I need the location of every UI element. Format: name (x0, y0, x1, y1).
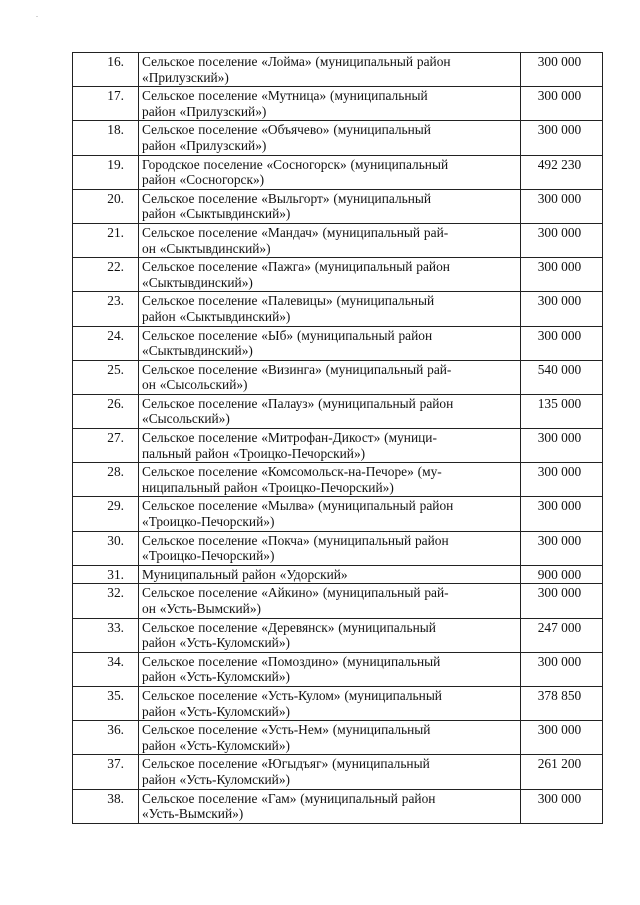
table-row (73, 87, 603, 121)
table-row (73, 686, 603, 720)
settlement-name-line-2: ниципальный район «Троицко-Печорский») (142, 479, 394, 495)
settlement-name (139, 87, 521, 121)
amount: 247 000 (521, 618, 603, 652)
amount: 300 000 (521, 223, 603, 257)
settlement-name-line-2: он «Сыктывдинский») (142, 240, 271, 256)
table-row (73, 497, 603, 531)
settlement-name-line-1: Сельское поселение «Айкино» (муниципальный рай- (142, 585, 449, 601)
settlement-name-line-1: Сельское поселение «Визинга» (муниципальный рай- (142, 361, 452, 377)
settlement-name-line-1: Городское поселение «Сосногорск» (муниципальный (142, 156, 449, 172)
settlement-name (139, 292, 521, 326)
settlement-name-line-2: «Троицко-Печорский») (142, 514, 275, 530)
row-number: 38. (73, 789, 139, 823)
row-number: 17. (73, 87, 139, 121)
row-number: 30. (73, 531, 139, 565)
row-number: 27. (73, 429, 139, 463)
table-row (73, 292, 603, 326)
row-number: 34. (73, 652, 139, 686)
settlement-name-line-2: пальный район «Троицко-Печорский») (142, 445, 366, 461)
row-number: 37. (73, 755, 139, 789)
settlement-name (139, 53, 521, 87)
settlement-name (139, 189, 521, 223)
settlement-name (139, 789, 521, 823)
settlement-name-line-2: «Сыктывдинский») (142, 343, 253, 359)
table-row (73, 189, 603, 223)
table-row (73, 755, 603, 789)
settlement-name-line-1: Сельское поселение «Гам» (муниципальный район (142, 790, 436, 806)
table-row (73, 121, 603, 155)
table-row (73, 565, 603, 584)
table-body (73, 53, 603, 824)
amount: 300 000 (521, 463, 603, 497)
settlement-name (139, 584, 521, 618)
amount: 300 000 (521, 87, 603, 121)
row-number: 24. (73, 326, 139, 360)
amount: 300 000 (521, 189, 603, 223)
table-row (73, 53, 603, 87)
amount: 300 000 (521, 789, 603, 823)
settlement-name-line-2: район «Усть-Куломский») (142, 669, 291, 685)
amount: 300 000 (521, 497, 603, 531)
settlement-name-line-1: Сельское поселение «Деревянск» (муниципальный (142, 619, 436, 635)
amount: 492 230 (521, 155, 603, 189)
row-number: 20. (73, 189, 139, 223)
table-row (73, 223, 603, 257)
table-row (73, 360, 603, 394)
amount: 378 850 (521, 686, 603, 720)
settlement-name-line-1: Сельское поселение «Усть-Нем» (муниципальный (142, 722, 431, 738)
row-number: 33. (73, 618, 139, 652)
table-row (73, 429, 603, 463)
table-row (73, 326, 603, 360)
table-row (73, 531, 603, 565)
settlement-name (139, 258, 521, 292)
settlement-name (139, 326, 521, 360)
table-row (73, 652, 603, 686)
amount: 300 000 (521, 652, 603, 686)
settlement-name-line-2: район «Усть-Куломский») (142, 737, 291, 753)
settlement-name-line-1: Сельское поселение «Комсомольск-на-Печоре» (му- (142, 464, 442, 480)
funding-table (72, 52, 603, 824)
row-number: 28. (73, 463, 139, 497)
table-row (73, 463, 603, 497)
settlement-name-line-2: «Сысольский») (142, 411, 230, 427)
settlement-name-line-2: район «Сосногорск») (142, 172, 265, 188)
settlement-name (139, 360, 521, 394)
settlement-name-line-2: район «Усть-Куломский») (142, 635, 291, 651)
row-number: 31. (73, 565, 139, 584)
amount: 135 000 (521, 394, 603, 428)
settlement-name (139, 429, 521, 463)
settlement-name (139, 531, 521, 565)
settlement-name-line-1: Муниципальный район «Удорский» (142, 566, 348, 582)
row-number: 36. (73, 721, 139, 755)
amount: 300 000 (521, 258, 603, 292)
amount: 261 200 (521, 755, 603, 789)
settlement-name (139, 497, 521, 531)
settlement-name-line-2: район «Прилузский») (142, 137, 267, 153)
row-number: 22. (73, 258, 139, 292)
settlement-name (139, 121, 521, 155)
settlement-name-line-2: «Сыктывдинский») (142, 274, 253, 290)
settlement-name-line-1: Сельское поселение «Покча» (муниципальный район (142, 532, 449, 548)
settlement-name-line-1: Сельское поселение «Выльгорт» (муниципальный (142, 190, 432, 206)
settlement-name (139, 565, 521, 584)
settlement-name-line-2: он «Сысольский») (142, 377, 248, 393)
settlement-name (139, 755, 521, 789)
settlement-name-line-1: Сельское поселение «Митрофан-Дикост» (муници- (142, 430, 437, 446)
settlement-name-line-1: Сельское поселение «Усть-Кулом» (муниципальный (142, 687, 442, 703)
amount: 300 000 (521, 721, 603, 755)
amount: 300 000 (521, 53, 603, 87)
settlement-name-line-1: Сельское поселение «Мандач» (муниципальный рай- (142, 224, 449, 240)
settlement-name-line-1: Сельское поселение «Помоздино» (муниципальный (142, 653, 441, 669)
amount: 300 000 (521, 121, 603, 155)
settlement-name (139, 155, 521, 189)
page-mark: - (36, 14, 38, 20)
settlement-name-line-1: Сельское поселение «Югыдъяг» (муниципальный (142, 756, 430, 772)
settlement-name (139, 463, 521, 497)
row-number: 16. (73, 53, 139, 87)
row-number: 25. (73, 360, 139, 394)
row-number: 35. (73, 686, 139, 720)
settlement-name-line-1: Сельское поселение «Мутница» (муниципальный (142, 88, 428, 104)
settlement-name-line-2: «Усть-Вымский») (142, 806, 244, 822)
table-row (73, 584, 603, 618)
settlement-name-line-2: район «Сыктывдинский») (142, 308, 291, 324)
table-row (73, 721, 603, 755)
amount: 300 000 (521, 531, 603, 565)
settlement-name-line-1: Сельское поселение «Мылва» (муниципальный район (142, 498, 454, 514)
settlement-name (139, 618, 521, 652)
row-number: 19. (73, 155, 139, 189)
table-row (73, 258, 603, 292)
table-row (73, 789, 603, 823)
amount: 900 000 (521, 565, 603, 584)
row-number: 18. (73, 121, 139, 155)
amount: 300 000 (521, 326, 603, 360)
settlement-name-line-2: «Прилузский») (142, 69, 229, 85)
settlement-name-line-1: Сельское поселение «Пажга» (муниципальный район (142, 259, 450, 275)
settlement-name-line-2: район «Усть-Куломский») (142, 703, 291, 719)
row-number: 21. (73, 223, 139, 257)
row-number: 32. (73, 584, 139, 618)
settlement-name-line-1: Сельское поселение «Палауз» (муниципальный район (142, 395, 454, 411)
table-row (73, 618, 603, 652)
row-number: 23. (73, 292, 139, 326)
amount: 300 000 (521, 584, 603, 618)
settlement-name (139, 223, 521, 257)
amount: 300 000 (521, 292, 603, 326)
settlement-name-line-1: Сельское поселение «Объячево» (муниципальный (142, 122, 431, 138)
settlement-name (139, 394, 521, 428)
settlement-name-line-2: район «Прилузский») (142, 103, 267, 119)
settlement-name-line-1: Сельское поселение «Лойма» (муниципальный район (142, 54, 451, 69)
settlement-name-line-2: район «Сыктывдинский») (142, 206, 291, 222)
amount: 300 000 (521, 429, 603, 463)
row-number: 26. (73, 394, 139, 428)
settlement-name-line-1: Сельское поселение «Палевицы» (муниципальный (142, 293, 435, 309)
row-number: 29. (73, 497, 139, 531)
table-row (73, 155, 603, 189)
amount: 540 000 (521, 360, 603, 394)
settlement-name-line-2: «Троицко-Печорский») (142, 548, 275, 564)
settlement-name-line-2: он «Усть-Вымский») (142, 601, 261, 616)
settlement-name-line-2: район «Усть-Куломский») (142, 771, 291, 787)
settlement-name (139, 721, 521, 755)
table-row (73, 394, 603, 428)
settlement-name (139, 686, 521, 720)
settlement-name-line-1: Сельское поселение «Ыб» (муниципальный район (142, 327, 433, 343)
settlement-name (139, 652, 521, 686)
